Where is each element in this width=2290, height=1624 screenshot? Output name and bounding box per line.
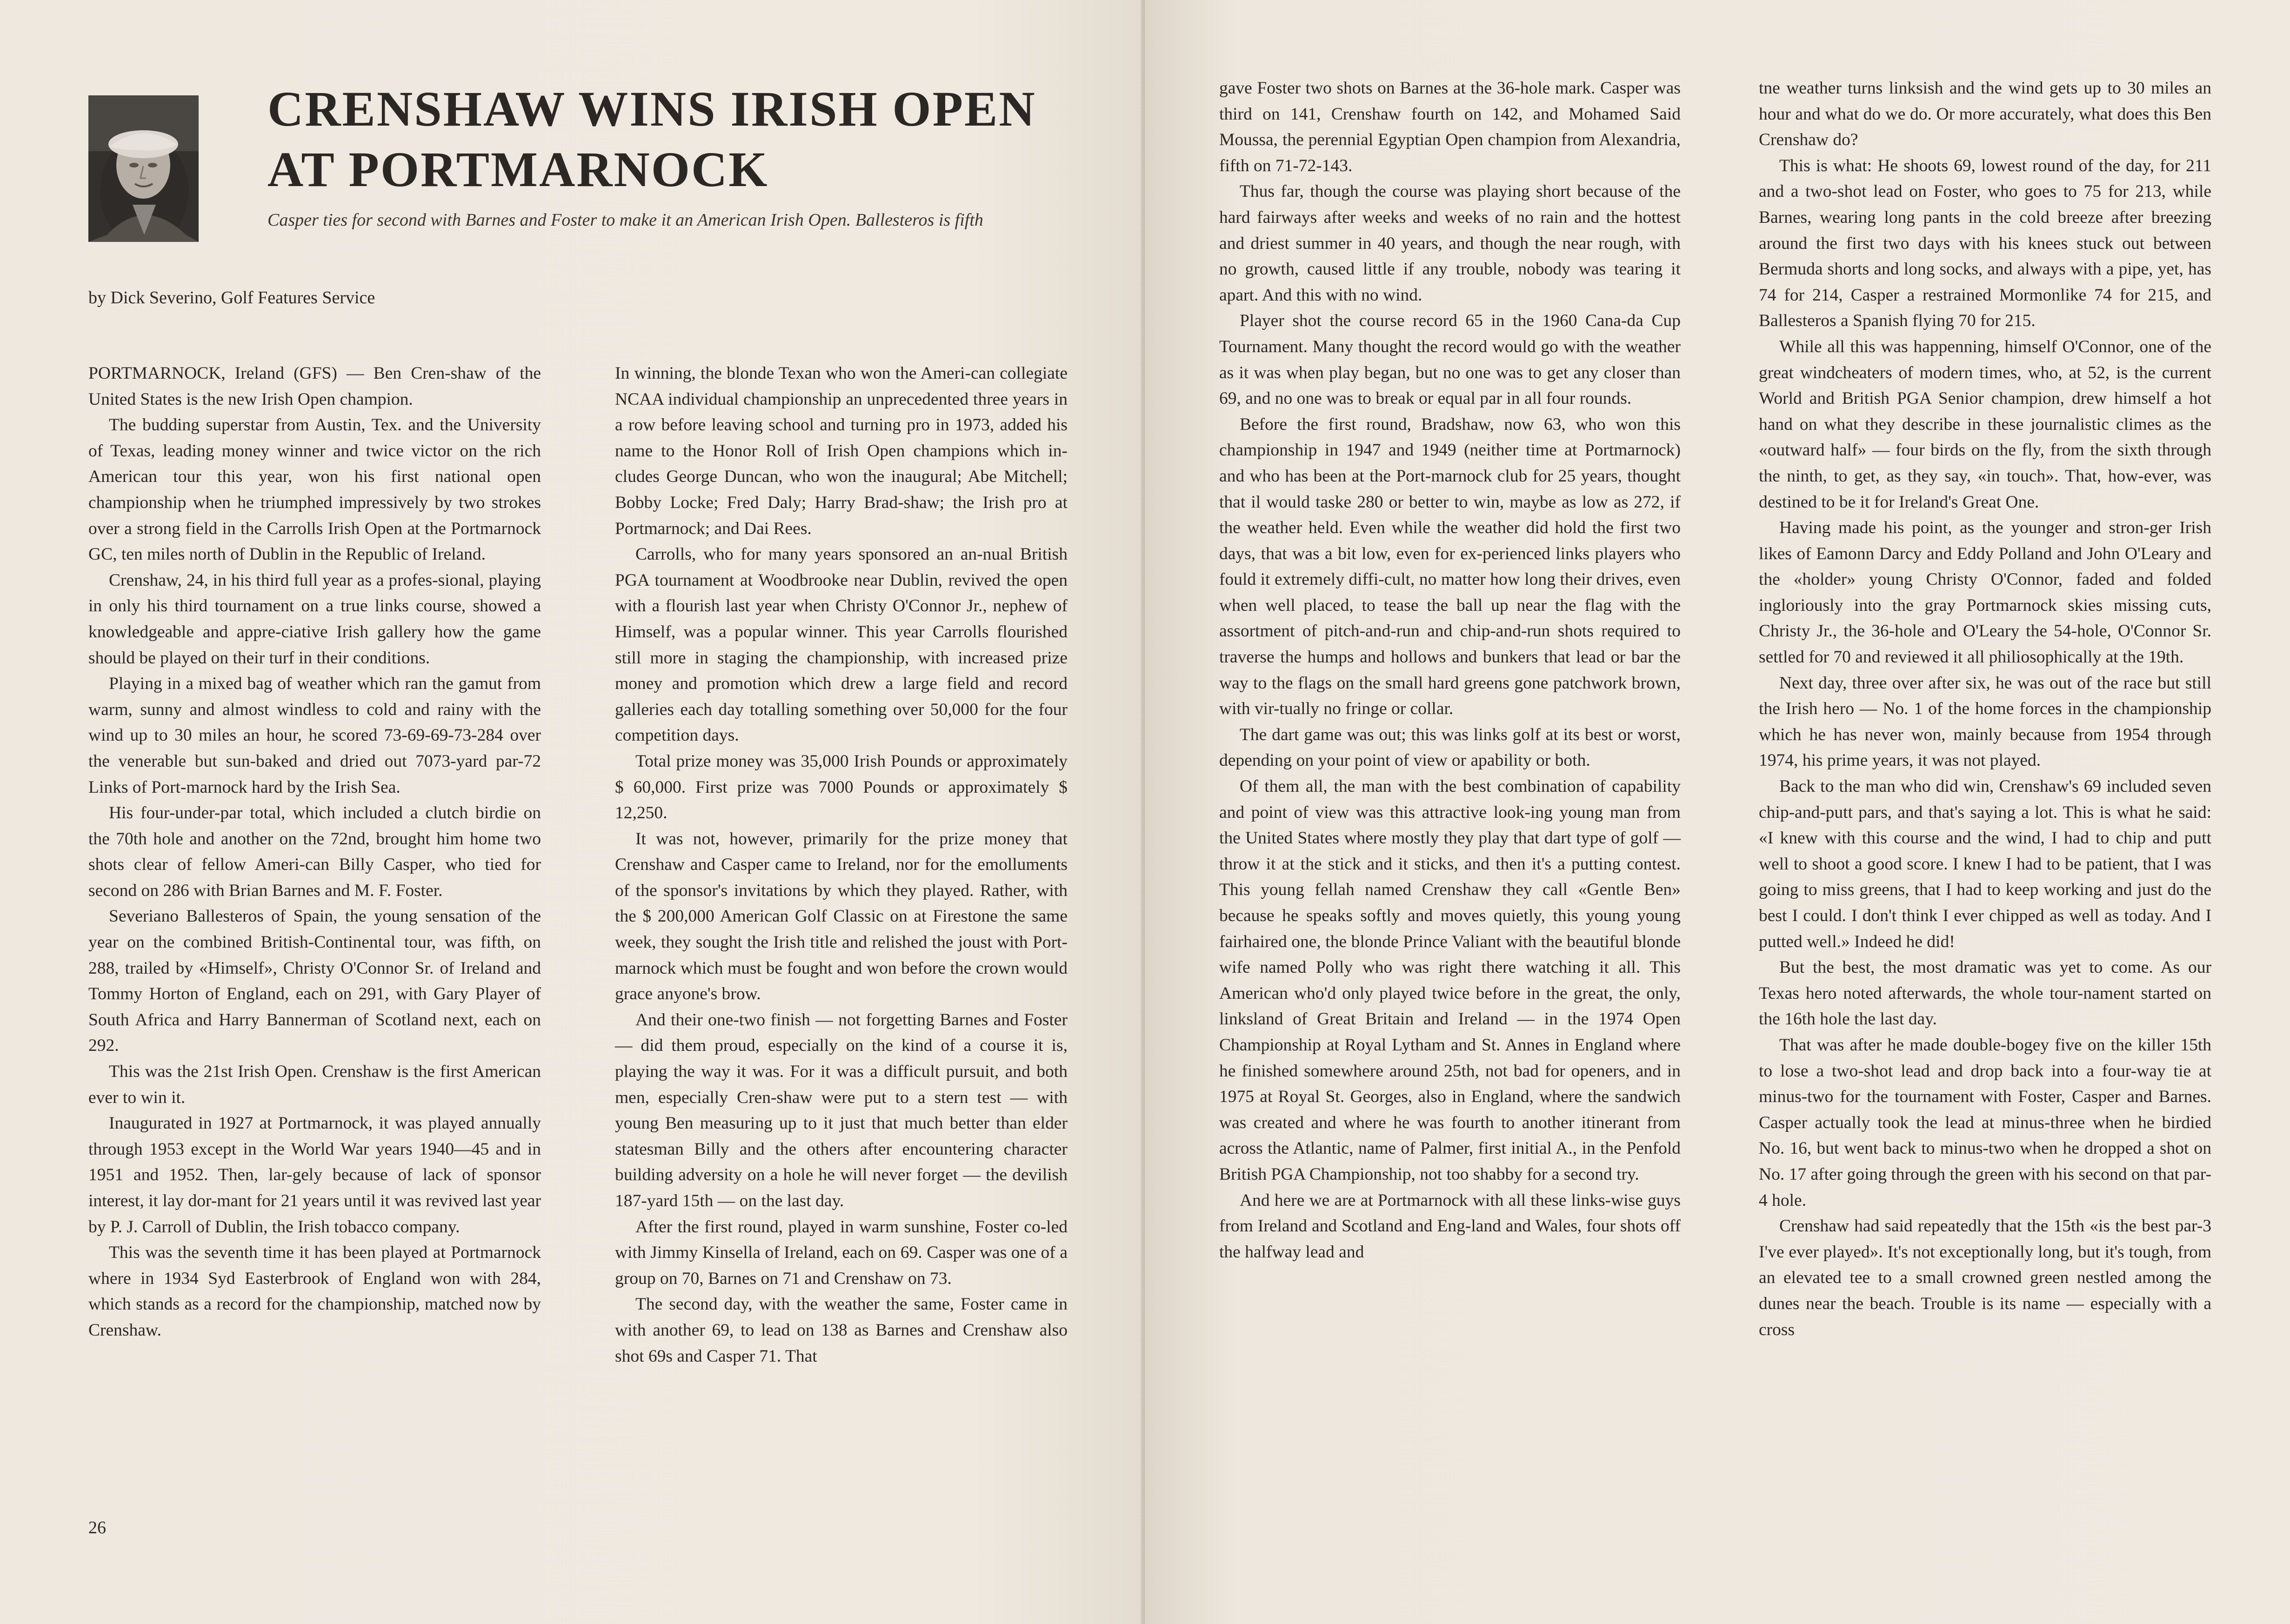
article-byline: by Dick Severino, Golf Features Service [88, 288, 375, 307]
paragraph: While all this was happenning, himself O'Connor, one of the great windcheaters of modern times, who, at 52, is the current World and British PGA Senior champion, drew himself a hot hand on what they describe in these journalistic climes as the «outward half» — four birds on the fly, from the sixth through the ninth, to get, as they say, «in touch». That, how-ever, was destined to be it for Ireland's Great One. [1759, 337, 2211, 512]
paragraph: gave Foster two shots on Barnes at the 36-hole mark. Casper was third on 141, Crenshaw fourth on 142, and Mohamed Said Moussa, the perennial Egyptian Open champion from Alexandria, fifth on 71-72-143. [1219, 79, 1681, 175]
paragraph: Crenshaw had said repeatedly that the 15th «is the best par-3 I've ever played». It's not exceptionally long, but it's tough, from an elevated tee to a small crowned green nestled among the dunes near the beach. Trouble is its name — especially with a cross [1759, 1216, 2211, 1339]
paragraph: PORTMARNOCK, Ireland (GFS) — Ben Cren-shaw of the United States is the new Irish Open champion. [88, 364, 541, 409]
paragraph: Thus far, though the course was playing short because of the hard fairways after weeks and weeks of no rain and the hottest and driest summer in 40 years, and though the near rough, with no growth, caused little if any trouble, nobody was tearing it apart. And this with no wind. [1219, 182, 1681, 305]
paragraph: The dart game was out; this was links golf at its best or worst, depending on your point of view or apability or both. [1219, 725, 1681, 770]
paragraph: Of them all, the man with the best combination of capability and point of view was this attractive look-ing young man from the United States where mostly they play that dart type of golf — throw it at the stick and it sticks, and then it's a putting contest. This young fellah named Crenshaw they call «Gentle Ben» because he speaks softly and moves quietly, this young young fairhaired one, the blonde Prince Valiant with the beautiful blonde wife named Polly who was right there watching it all. This American who'd only played twice before in the great, the only, linksland of Great Britain and Ireland — in the 1974 Open Championship at Royal Lytham and St. Annes in England where he finished somewhere around 25th, not bad for openers, and in 1975 at Royal St. Georges, also in England, where the sandwich was created and where he was fourth to another itinerant from across the Atlantic, name of Palmer, first initial A., in the Penfold British PGA Championship, not too shabby for a second try. [1219, 777, 1681, 1184]
headline-line-1: CRENSHAW WINS IRISH OPEN [267, 82, 1036, 137]
paragraph: Back to the man who did win, Crenshaw's 69 included seven chip-and-putt pars, and that's saying a lot. This is what he said: «I knew with this course and the wind, I had to chip and putt well to shoot a good score. I knew I had to be patient, that I was going to miss greens, that I had to keep working and just do the best I could. I don't think I ever chipped as well as today. And I putted well.» Indeed he did! [1759, 777, 2211, 951]
headline-line-2: AT PORTMARNOCK [267, 142, 769, 197]
paragraph: Next day, three over after six, he was out of the race but still the Irish hero — No. 1 of the home forces in the championship which he has never won, mainly because from 1954 through 1974, his prime years, it was not played. [1759, 673, 2211, 770]
paragraph: After the first round, played in warm sunshine, Foster co-led with Jimmy Kinsella of Ireland, each on 69. Casper was one of a group on 70, Barnes on 71 and Crenshaw on 73. [615, 1217, 1068, 1288]
paragraph: And here we are at Portmarnock with all these links-wise guys from Ireland and Scotland and Eng-land and Wales, four shots off the halfway lead and [1219, 1190, 1681, 1262]
paragraph: The second day, with the weather the same, Foster came in with another 69, to lead on 138 as Barnes and Crenshaw also shot 69s and Casper 71. That [615, 1295, 1068, 1366]
paragraph: Crenshaw, 24, in his third full year as a profes-sional, playing in only his third tournament on a true links course, showed a knowledgeable and appre-ciative Irish gallery how the game should be played on their turf in their conditions. [88, 570, 541, 668]
text-column-4 [1759, 75, 2211, 1343]
text-column-1 [88, 361, 541, 1343]
paragraph: It was not, however, primarily for the prize money that Crenshaw and Casper came to Ireland, nor for the emolluments of the sponsor's invitations by which they played. Rather, with the $ 200,000 American Golf Classic on at Firestone the same week, they sought the Irish title and relished the joust with Port-marnock which must be fought and won before the crown would grace anyone's brow. [615, 829, 1068, 1004]
text-column-2 [615, 361, 1068, 1369]
page-number-left: 26 [88, 1518, 106, 1537]
article-subheading: Casper ties for second with Barnes and Foster to make it an American Irish Open. Ballesteros is fifth [267, 210, 983, 230]
paragraph: Severiano Ballesteros of Spain, the young sensation of the year on the combined British-Continental tour, was fifth, on 288, trailed by «Himself», Christy O'Connor Sr. of Ireland and Tommy Horton of England, each on 291, with Gary Player of South Africa and Harry Bannerman of Scotland next, each on 292. [88, 907, 541, 1056]
paragraph: His four-under-par total, which included a clutch birdie on the 70th hole and another on the 72nd, brought him home two shots clear of fellow Ameri-can Billy Casper, who tied for second on 286 with Brian Barnes and M. F. Foster. [88, 803, 541, 900]
paragraph: Player shot the course record 65 in the 1960 Cana-da Cup Tournament. Many thought the record would go with the weather as it was when play began, but no one was to get any closer than 69, and no one was to break or equal par in all four rounds. [1219, 311, 1681, 408]
paragraph: In winning, the blonde Texan who won the Ameri-can collegiate NCAA individual championship an unprecedented three years in a row before leaving school and turning pro in 1973, added his name to the Honor Roll of Irish Open champions which in-cludes George Duncan, who won the inaugural; Abe Mitchell; Bobby Locke; Fred Daly; Harry Brad-shaw; the Irish pro at Portmarnock; and Dai Rees. [615, 364, 1068, 538]
author-portrait-photo [88, 95, 199, 242]
paragraph: But the best, the most dramatic was yet to come. As our Texas hero noted afterwards, the whole tour-nament started on the 16th hole the last day. [1759, 958, 2211, 1029]
paragraph: And their one-two finish — not forgetting Barnes and Foster — did them proud, especially on the kind of a course it is, playing the way it was. For it was a difficult pursuit, and both men, especially Cren-shaw were put to a stern test — with young Ben measuring up to it just that much better than elder statesman Billy and the others after encountering character building adversity on a hole he will never forget — the devilish 187-yard 15th — on the last day. [615, 1010, 1068, 1210]
paragraph: Playing in a mixed bag of weather which ran the gamut from warm, sunny and almost windless to cold and rainy with the wind up to 30 miles an hour, he scored 73-69-69-73-284 over the venerable but sun-baked and dried out 7073-yard par-72 Links of Port-marnock hard by the Irish Sea. [88, 674, 541, 797]
text-column-3 [1219, 75, 1681, 1265]
paragraph: This was the 21st Irish Open. Crenshaw is the first American ever to win it. [88, 1062, 541, 1107]
paragraph: That was after he made double-bogey five on the killer 15th to lose a two-shot lead and drop back into a four-way tie at minus-two for the tournament with Foster, Casper and Barnes. Casper actually took the lead at minus-three when he birdied No. 16, but went back to minus-two when he dropped a shot on No. 17 after going through the green with his second on that par-4 hole. [1759, 1035, 2211, 1210]
portrait-image [88, 95, 199, 242]
paragraph: Total prize money was 35,000 Irish Pounds or approximately $ 60,000. First prize was 7000 Pounds or approximately $ 12,250. [615, 751, 1068, 823]
paragraph: Before the first round, Bradshaw, now 63, who won this championship in 1947 and 1949 (neither time at Portmarnock) and who has been at the Port-marnock club for 25 years, thought that il would taske 280 or better to win, maybe as low as 272, if the weather held. Even while the weather did hold the first two days, that was a bit low, even for ex-perienced links players who fould it extremely diffi-cult, no matter how long their drives, even when well placed, to tease the ball up near the flag with the assortment of pitch-and-run and chip-and-run shots required to traverse the humps and hollows and bunkers that lead or bar the way to the flags on the small hard greens gone patchwork brown, with vir-tually no fringe or collar. [1219, 414, 1681, 719]
paragraph: Having made his point, as the younger and stron-ger Irish likes of Eamonn Darcy and Eddy Polland and John O'Leary and the «holder» young Christy O'Connor, faded and folded ingloriously into the gray Portmarnock skies missing cuts, Christy Jr., the 36-hole and O'Leary the 54-hole, O'Connor Sr. settled for 70 and reviewed it all philiosophically at the 19th. [1759, 518, 2211, 667]
article-headline [267, 79, 1082, 200]
paragraph: tne weather turns linksish and the wind gets up to 30 miles an hour and what do we do. Or more accurately, what does this Ben Crenshaw do? [1759, 79, 2211, 150]
paragraph: This is what: He shoots 69, lowest round of the day, for 211 and a two-shot lead on Foster, who goes to 75 for 213, while Barnes, wearing long pants in the cold breeze after breezing around the first two days with his knees stuck out between Bermuda shorts and long socks, and always with a pipe, yet, has 74 for 214, Casper a restrained Mormonlike 74 for 215, and Ballesteros a Spanish flying 70 for 215. [1759, 156, 2211, 331]
paragraph: Inaugurated in 1927 at Portmarnock, it was played annually through 1953 except in the World War years 1940—45 and in 1951 and 1952. Then, lar-gely because of lack of sponsor interest, it lay dor-mant for 21 years until it was revived last year by P. J. Carroll of Dublin, the Irish tobacco company. [88, 1114, 541, 1236]
paragraph: Carrolls, who for many years sponsored an an-nual British PGA tournament at Woodbrooke near Dublin, revived the open with a flourish last year when Christy O'Connor Jr., nephew of Himself, was a popular winner. This year Carrolls flourished still more in staging the championship, with increased prize money and promotion which drew a large field and record galleries each day totalling something over 50,000 for the four competition days. [615, 545, 1068, 745]
paragraph: This was the seventh time it has been played at Portmarnock where in 1934 Syd Easterbrook of England won with 284, which stands as a record for the championship, matched now by Crenshaw. [88, 1243, 541, 1340]
paragraph: The budding superstar from Austin, Tex. and the University of Texas, leading money winner and twice victor on the rich American tour this year, won his first national open championship when he triumphed impressively by two strokes over a strong field in the Carrolls Irish Open at the Portmarnock GC, ten miles north of Dublin in the Republic of Ireland. [88, 415, 541, 564]
